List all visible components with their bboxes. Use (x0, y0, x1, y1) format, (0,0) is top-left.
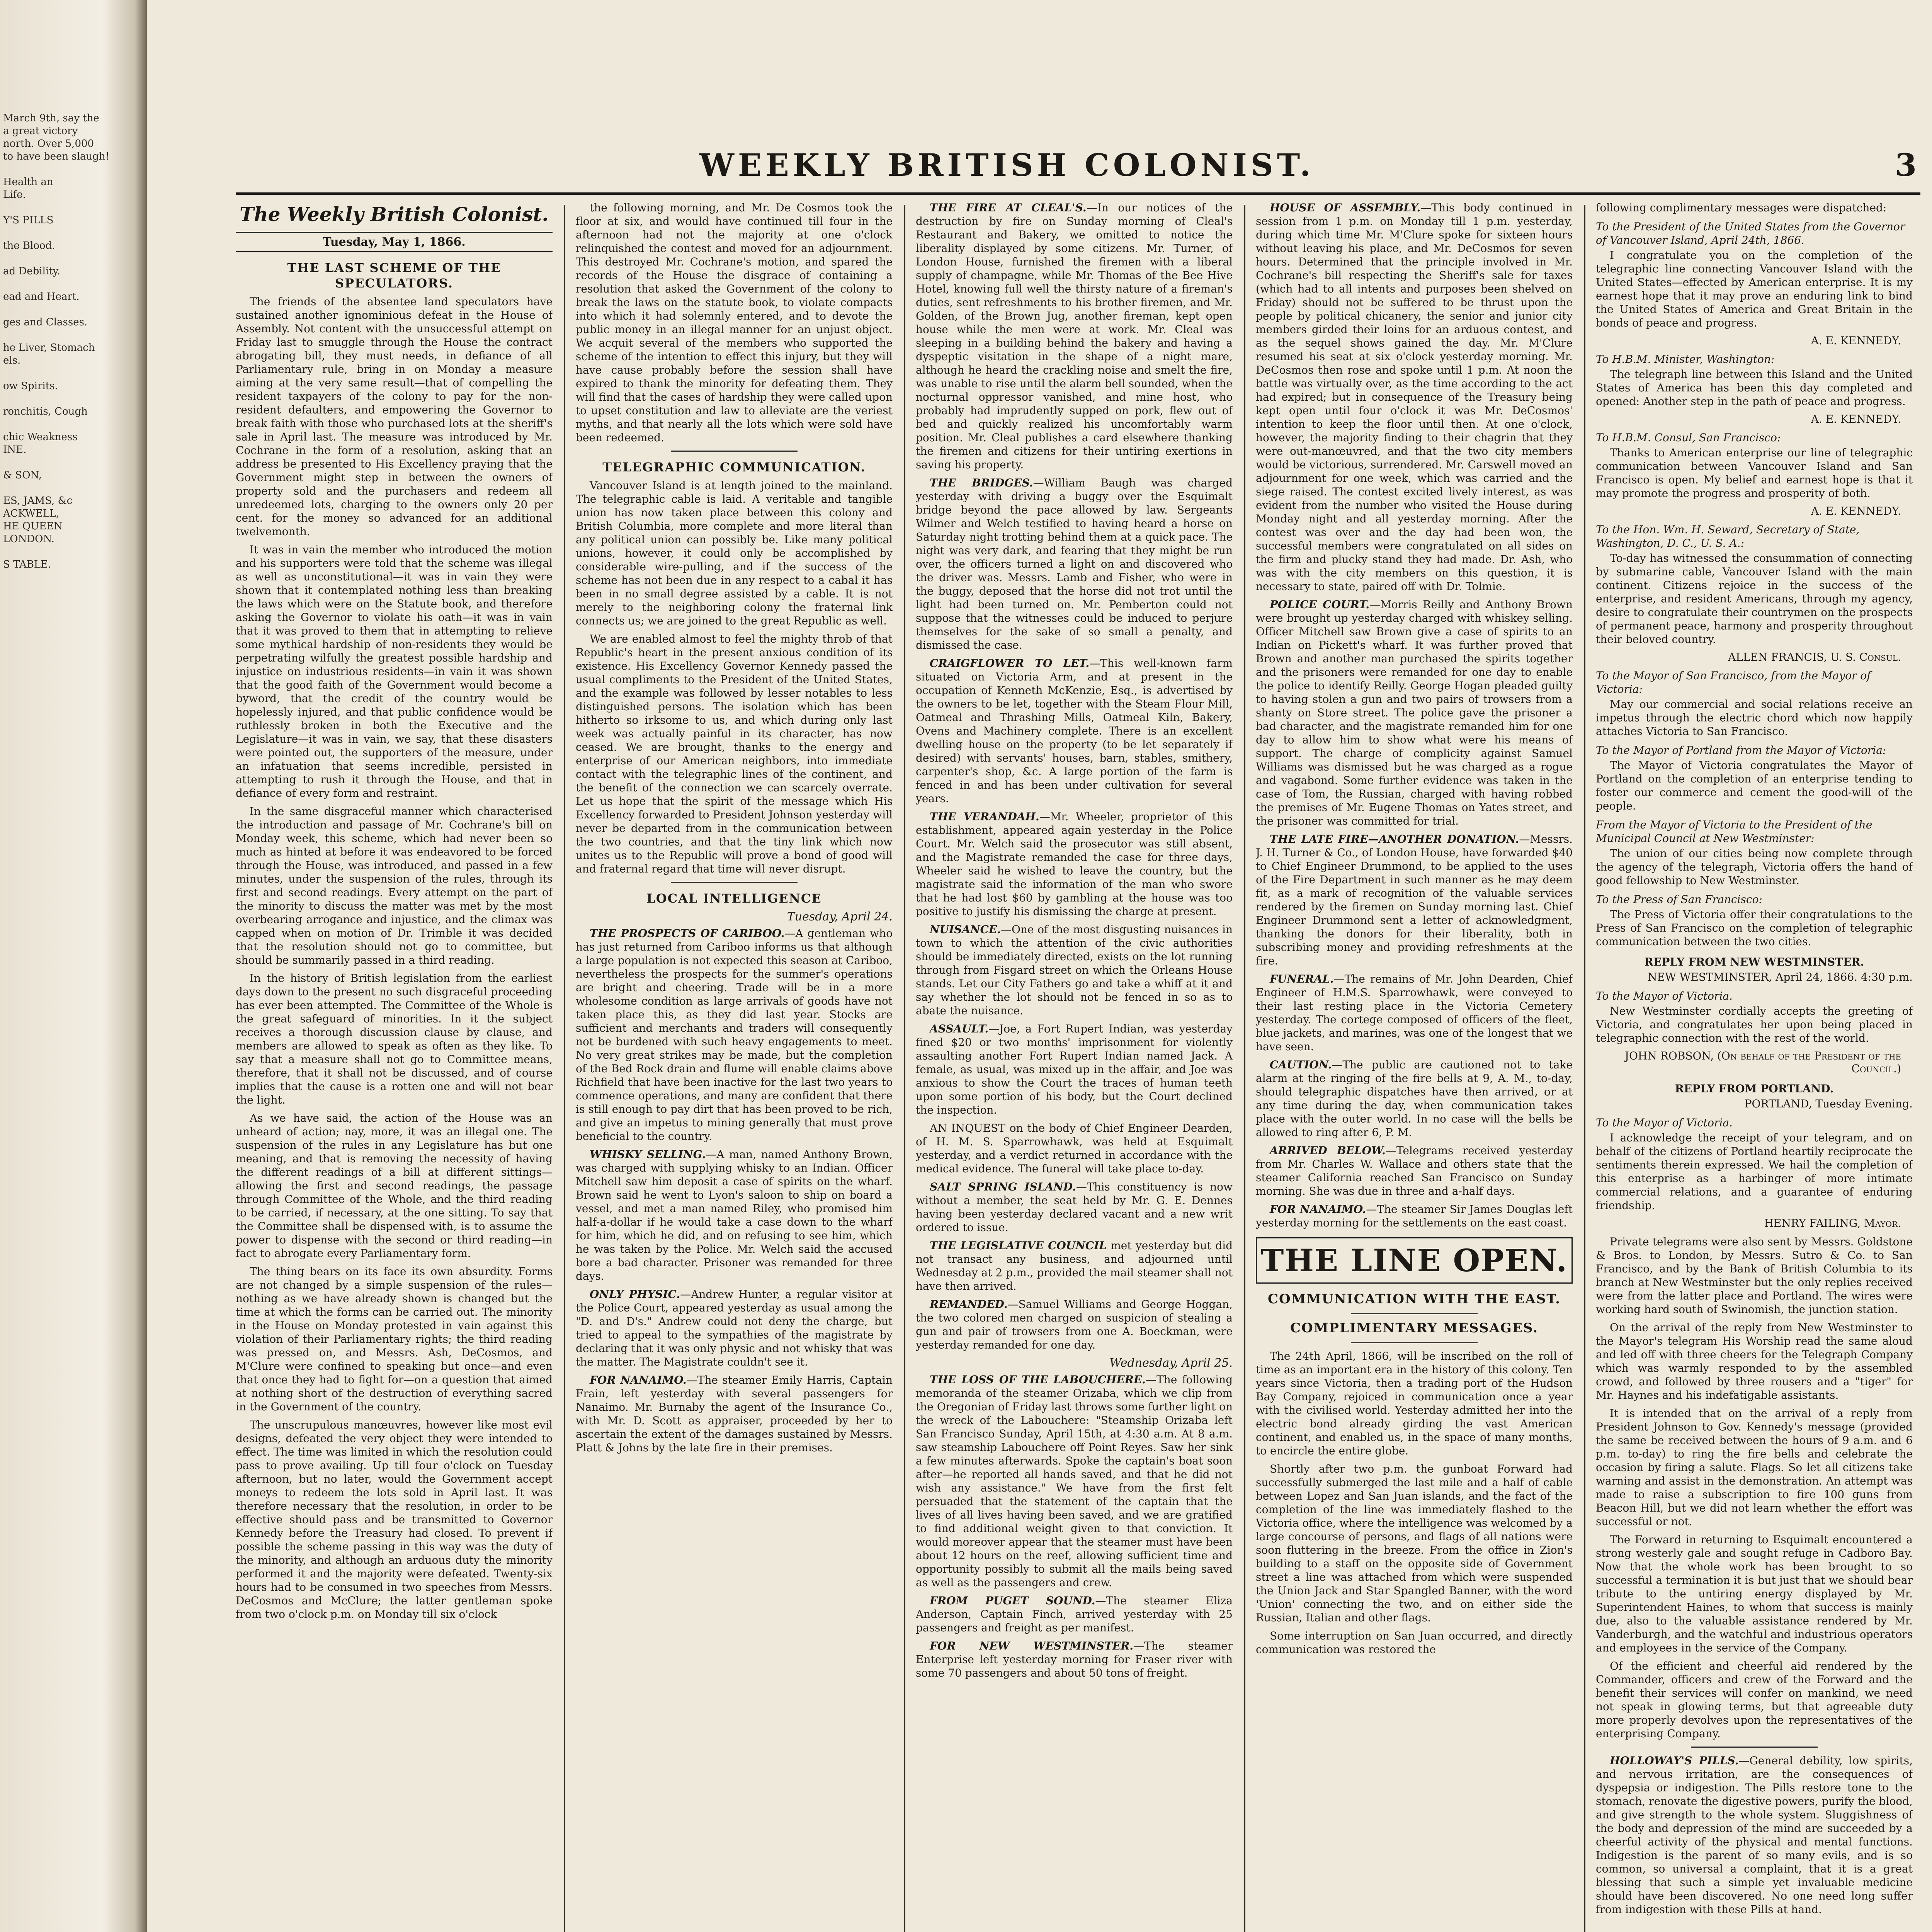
section-date: Tuesday, April 24. (787, 910, 893, 923)
item-lead: ASSAULT. (930, 1022, 989, 1035)
news-item (576, 1287, 893, 1369)
news-item (916, 1594, 1233, 1634)
spill-line (3, 329, 119, 342)
message-body: The Press of Victoria offer their congratulations to the Press of San Francisco on the completion of telegraphic communication between the two cities. (1596, 908, 1913, 948)
message-body: I congratulate you on the completion of the telegraphic line connecting Vancouver Island with the United States—effected by American enterprise. It is my earnest hope that it may prove an enduring link to bind the United States of America and Great Britain in the bonds of peace and progress. (1596, 249, 1913, 329)
spill-line: he Liver, Stomach (3, 342, 95, 354)
item-lead: CRAIGFLOWER TO LET. (930, 657, 1090, 670)
item-text: —One of the most disgusting nuisances in town to which the attention of the civic authorities should be immediately directed, exists on the lot running through from Fisgard street on which the Orleans House stands. Let our City Fathers go and take a whiff at it and say whether the lot should not be fenced in so as to abate the nuisance. (916, 923, 1233, 1017)
page-number: 3 (1895, 147, 1917, 183)
item-lead: THE PROSPECTS OF CARIBOO. (590, 927, 785, 940)
item-text: —A man, named Anthony Brown, was charged with supplying whisky to an Indian. Officer Mitchell saw him deposit a case of spirits on the wharf. Brown said he went to Lyon's saloon to ship on board a vessel, and met a man named Riley, who promised him half-a-dollar if he would take a case down to the wharf for him, which he did, and on refusing to see him, which he was taken by the Police. Mr. Welch said the accused bore a bad character. Prisoner was remanded for three days. (576, 1148, 893, 1282)
item-text: —Samuel Williams and George Hoggan, the two colored men charged on suspicion of stealing a gun and pair of trowsers from one A. Boeckman, were yesterday remanded for one day. (916, 1298, 1233, 1351)
news-item (1256, 1058, 1573, 1139)
item-text: —Joe, a Fort Rupert Indian, was yesterday fined $20 or two months' imprisonment for violently assaulting another Fort Rupert Indian named Jack. A female, as usual, was mixed up in the affair, and Joe was anxious to show the Court the traces of human teeth upon some portion of his body, but the Court declined the inspection. (916, 1022, 1233, 1116)
item-lead: THE FIRE AT CLEAL'S. (930, 201, 1087, 214)
column-2 (576, 201, 893, 1932)
message-address: To H.B.M. Consul, San Francisco: (1596, 431, 1781, 444)
spill-line (3, 546, 119, 558)
column-5 (1596, 201, 1913, 1932)
item-lead: THE LEGISLATIVE COUNCIL (930, 1239, 1107, 1252)
item-lead: THE LATE FIRE—ANOTHER DONATION. (1270, 833, 1519, 845)
news-item (1256, 1202, 1573, 1230)
item-lead: CAUTION. (1270, 1058, 1332, 1071)
column-1 (236, 201, 553, 1932)
news-item (916, 201, 1233, 471)
item-lead: POLICE COURT. (1270, 598, 1370, 611)
paragraph: Some interruption on San Juan occurred, and directly communication was restored the (1256, 1629, 1573, 1656)
reply-headline: REPLY FROM PORTLAND. (1675, 1082, 1834, 1095)
spill-line (3, 252, 119, 265)
item-text: —This body continued in session from 1 p.m. on Monday till 1 p.m. yesterday, during which time Mr. M'Clure spoke for sixteen hours without leaving his place, and Mr. DeCosmos for seven hours. Determined that the principle involved in Mr. Cochrane's bill respecting the Sheriff's sale for taxes (which had to all intents and purposes been shelved on Friday) should not be suffered to be thrust upon the people by political chicanery, the senior and junior city members girded their loins for an arduous contest, and as the sequel shows gained the day. Mr. M'Clure resumed his seat at six o'clock yesterday morning. Mr. DeCosmos then rose and spoke until 1 p.m. At noon the battle was virtually over, as the time according to the act had expired; but in consequence of the Treasury being kept open until four o'clock it was Mr. DeCosmos' intention to keep the floor until then. At one o'clock, however, the majority finding to their chagrin that they were out-manœuvred, and that the two city members would be victorious, surrendered. Mr. Carswell moved an adjournment for one week, which was carried and the siege raised. The contest excited lively interest, as was evident from the number who visited the House during Monday night and all yesterday morning. After the contest was over and the day had been won, the successful members were congratulated on all sides on the firm and plucky stand they had made. Dr. Ash, who was with the city members on this question, it is necessary to state, paired off with Dr. Tolmie. (1256, 201, 1573, 593)
message-address: To the Mayor of Victoria. (1596, 990, 1733, 1002)
message-signature: ALLEN FRANCIS, U. S. Consul. (1728, 651, 1901, 663)
paragraph: New Westminster cordially accepts the greeting of Victoria, and congratulates her upon being placed in telegraphic connection with the rest of the world. (1596, 1005, 1913, 1044)
issue-date: Tuesday, May 1, 1866. (236, 232, 553, 252)
paragraph: Shortly after two p.m. the gunboat Forward had successfully submerged the last mile and a half of cable between Lopez and San Juan islands, and the fact of the completion of the line was immediately flashed to the Victoria office, where the intelligence was welcomed by a large concourse of persons, and flags of all nations were soon fluttering in the breeze. From the office in Zion's building to a staff on the opposite side of Government street a line was attached from which were suspended the Union Jack and Star Spangled Banner, with the word 'Union' connecting the two, and on either side the Russian, Italian and other flags. (1256, 1463, 1573, 1624)
message-body: May our commercial and social relations receive an impetus through the electric chord which now happily attaches Victoria to San Francisco. (1596, 698, 1913, 738)
item-text: —In our notices of the destruction by fire on Sunday morning of Cleal's Restaurant and Bakery, we omitted to notice the liberality displayed by some citizens. Mr. Turner, of London House, furnished the firemen with a liberal supply of champagne, while Mr. Thomas of the Bee Hive Hotel, knowing full well the thirsty nature of a fireman's duties, sent refreshments to his brother firemen, and Mr. Golden, of the Brown Jug, another fireman, kept open house while the men were at work. Mr. Cleal was sleeping in a building behind the bakery and having a dyspeptic visitation in the shape of a night mare, although he heard the crackling noise and smelt the fire, was unable to rise until the alarm bell sounded, when the nocturnal oppressor vanished, and mine host, who probably had imprudently supped on pork, flew out of bed and quickly realized his uncomfortably warm position. Mr. Cleal publishes a card elsewhere thanking the firemen and citizens for their untiring exertions in saving his property. (916, 201, 1233, 471)
spill-line: ow Spirits. (3, 380, 58, 392)
message-body: The union of our cities being now complete through the agency of the telegraph, Victoria offers the hand of good fellowship to New Westminster. (1596, 847, 1913, 887)
spill-line: HE QUEEN (3, 520, 63, 532)
paragraph: Private telegrams were also sent by Messrs. Goldstone & Bros. to London, by Messrs. Sutro & Co. to San Francisco, and by the Bank of British Columbia to its branch at New Westminster but the only replies received were from the latter place and Portland. The wires were working hard south of Swinomish, the junction station. (1596, 1235, 1913, 1316)
paragraph: The friends of the absentee land speculators have sustained another ignominious defeat in the House of Assembly. Not content with the unsuccessful attempt on Friday last to smuggle through the House the contract abrogating bill, they must needs, in defiance of all Parliamentary rule, bring in on Monday a measure aiming at the very same result—that of compelling the resident taxpayers of the colony to pay for the non-resident defaulters, and empowering the Governor to break faith with those who purchased lots at the sheriff's sale in April last. The measure was introduced by Mr. Cochrane in the form of a resolution, asking that an address be presented to His Excellency praying that the Government might step in between the owners of property sold and the purchasers and redeem all unredeemed lots, charging to the owners only 20 per cent. for the money so advanced for an additional twelvemonth. (236, 295, 553, 538)
spill-line (3, 482, 119, 495)
item-lead: THE VERANDAH. (930, 810, 1039, 823)
paragraph: It was in vain the member who introduced the motion and his supporters were told that the scheme was illegal as well as unconstitutional—it was in vain they were shown that it contemplated nothing less than breaking the laws which were on the Statute book, and therefore asking the Governor to violate his oath—it was in vain that it was proved to them that in attempting to relieve some mythical hardship of non-residents they would be perpetrating wilfully the greatest possible hardship and injustice on industrious residents—in vain it was shown that the good faith of the Government would become a byword, that the credit of the country would be hopelessly injured, and that public confidence would be ruthlessly broken in both the Executive and the Legislature—it was in vain, we say, that these disasters were pointed out, the supporters of the measure, under an infatuation that seems incredible, persisted in attempting to rush it through the House, and that in defiance of every form and restraint. (236, 543, 553, 799)
message-address: To the Mayor of Victoria. (1596, 1116, 1733, 1129)
spill-line: to have been slaugh! (3, 151, 110, 162)
news-item (576, 1148, 893, 1283)
spill-line: a great victory (3, 125, 78, 137)
news-item (916, 1298, 1233, 1352)
item-text: —A gentleman who has just returned from Cariboo informs us that although a large population is not expected this season at Cariboo, nevertheless the prospects for the summer's operations are bright and cheering. Trade will be in a more wholesome condition as large arrivals of goods have not taken place this, as they did last year. Stocks are sufficient and merchants and traders will consequently not be burdened with such heavy engagements to meet. No very great strikes may be made, but the completion of the Bed Rock drain and flume will enable claims above Richfield that have been inactive for the last two years to commence operations, and many are confident that there is still enough to pay dirt that has been proved to be rich, and give an impetus to mining generally that must prove beneficial to the country. (576, 927, 893, 1143)
item-text: met yesterday but did not transact any business, and adjourned until Wednesday at 2 p.m., provided the mail steamer shall not have then arrived. (916, 1239, 1233, 1293)
reply-headline: REPLY FROM NEW WESTMINSTER. (1644, 956, 1864, 968)
message-address: To the Press of San Francisco: (1596, 893, 1762, 906)
news-item (916, 1121, 1233, 1175)
article-rule (671, 451, 798, 452)
newspaper-page (236, 147, 1920, 1932)
spill-line: els. (3, 355, 21, 366)
item-lead: FOR NANAIMO. (590, 1374, 687, 1386)
item-lead: REMANDED. (930, 1298, 1008, 1311)
spill-line (3, 163, 119, 176)
news-item (916, 476, 1233, 652)
paragraph: As we have said, the action of the House was an unheard of action; nay, more, it was an illegal one. The suspension of the rules in any Legislature has but one meaning, and that is removing the necessity of having the different readings of a bill at different sittings—allowing the first and second readings, the passage through Committee of the Whole, and the third reading to be carried, if necessary, at the one sitting. To say that the Committee shall be dispensed with, is to assume the power to dispense with the second or third reading—in fact to abrogate every Parliamentary form. (236, 1112, 553, 1260)
article-rule (671, 882, 798, 883)
column-3 (916, 201, 1233, 1932)
paragraph: The 24th April, 1866, will be inscribed on the roll of time as an important era in the history of this colony. Ten years since Victoria, then a trading port of the Hudson Bay Company, rejoiced in communication once a year with the civilised world. Yesterday admitted her into the electric bond already girding the vast American continent, and enabled us, in the space of many months, to encircle the entire globe. (1256, 1350, 1573, 1457)
subheadline: COMMUNICATION WITH THE EAST. (1267, 1291, 1561, 1307)
item-lead: FOR NEW WESTMINSTER. (930, 1639, 1134, 1652)
item-text: —This well-known farm situated on Victoria Arm, and at present in the occupation of Kenneth McKenzie, Esq., is advertised by the owners to be let, together with the Steam Flour Mill, Oatmeal and Thrashing Mills, Oatmeal Kiln, Bakery, Ovens and Machinery complete. There is an excellent dwelling house on the property (to be let separately if desired) with servants' houses, barn, stables, smithery, carpenter's shop, &c. A large portion of the farm is fenced in and has been under cultivation for several years. (916, 657, 1233, 805)
message-address: To the Mayor of San Francisco, from the Mayor of Victoria: (1596, 669, 1871, 696)
article-headline: TELEGRAPHIC COMMUNICATION. (602, 460, 866, 474)
ad-text: —General debility, low spirits, and nervous irritation, are the consequences of dyspepsia or indigestion. The Pills restore tone to the stomach, renovate the digestive powers, purify the blood, and give strength to the whole system. Sluggishness of the body and depression of the mind are succeeded by a cheerful activity of the physical and mental functions. Indigestion is the parent of so many evils, and is so common, so universal a complaint, that it is a great blessing that such a simple yet invaluable medicine should have been discovered. No one need long suffer from indigestion with these Pills at hand. (1596, 1754, 1913, 1916)
big-headline: THE LINE OPEN. (1256, 1237, 1573, 1284)
spill-line (3, 201, 119, 214)
spill-line: INE. (3, 444, 27, 456)
item-text: —The steamer Eliza Anderson, Captain Finch, arrived yesterday with 25 passengers and freight as per manifest. (916, 1594, 1233, 1634)
item-lead: ARRIVED BELOW. (1270, 1144, 1386, 1157)
item-lead: ONLY PHYSIC. (590, 1288, 680, 1301)
message-signature: A. E. KENNEDY. (1811, 505, 1901, 517)
message-body: Thanks to American enterprise our line of telegraphic communication between Vancouver Island and San Francisco is open. My belief and earnest hope is that it may promote the progress and prosperity of both. (1596, 446, 1913, 500)
spill-line: Health an (3, 176, 53, 188)
paragraph: We are enabled almost to feel the mighty throb of that Republic's heart in the present anxious condition of its existence. His Excellency Governor Kennedy passed the usual compliments to the President of the United States, and the example was followed by lesser notables to less distinguished persons. The isolation which has been hitherto so irksome to us, and which during only last week was actually painful in its character, has now ceased. We are brought, thanks to the energy and enterprise of our American neighbors, into immediate contact with the telegraphic lines of the continent, and the benefit of the connection we can scarcely overrate. Let us hope that the spirit of the message which His Excellency forwarded to President Johnson yesterday will never be departed from in the communication between the two countries, and that the tiny link which now unites us to the Republic will prove a bond of good will and fraternal regard that time will never disrupt. (576, 633, 893, 875)
article-rule (1691, 1747, 1818, 1748)
spill-line: Life. (3, 189, 26, 201)
article-rule (1351, 1313, 1478, 1314)
paper-title: WEEKLY BRITISH COLONIST. (699, 147, 1315, 183)
message-body: The telegraph line between this Island and the United States of America has been this day completed and opened: Another step in the path of peace and progress. (1596, 368, 1913, 408)
spill-line: north. Over 5,000 (3, 138, 94, 150)
spill-line (3, 456, 119, 469)
message-signature: A. E. KENNEDY. (1811, 413, 1901, 425)
masthead (236, 147, 1920, 185)
news-item (1256, 598, 1573, 828)
item-text: —The remains of Mr. John Dearden, Chief Engineer of H.M.S. Sparrowhawk, were conveyed to their last resting place in the Victoria Cemetery yesterday. The cortege composed of officers of the fleet, blue jackets, and marines, was one of the longest that we have seen. (1256, 973, 1573, 1053)
item-text: —The steamer Sir James Douglas left yesterday morning for the settlements on the east coast. (1256, 1203, 1573, 1229)
spill-line: ad Debility. (3, 265, 61, 277)
paragraph: In the same disgraceful manner which characterised the introduction and passage of Mr. Cochrane's bill on Monday week, this scheme, which had never been so much as hinted at before it was endeavored to be forced through the House, was introduced, and passed in a few minutes, under the suspension of the rules, through its first and second readings. Every attempt on the part of the minority to discuss the matter was met by the most overbearing arrogance and injustice, and the climax was capped when on motion of Dr. Trimble it was decided that the resolution should not go to committee, but should be summarily passed in a third reading. (236, 805, 553, 966)
message-signature: A. E. KENNEDY. (1811, 334, 1901, 347)
message-signature: JOHN ROBSON, (On behalf of the President of the Council.) (1624, 1049, 1901, 1075)
message-address: To the President of the United States from the Governor of Vancouver Island, April 24th, 1866. (1596, 220, 1905, 247)
item-text: —Telegrams received yesterday from Mr. Charles W. Wallace and others state that the steamer California reached San Francisco on Sunday morning. She was due in three and a-half days. (1256, 1144, 1573, 1197)
article-headline: THE LAST SCHEME OF THE SPECULATORS. (287, 260, 501, 291)
ad-lead: HOLLOWAY'S PILLS. (1610, 1754, 1739, 1767)
spill-line: ACKWELL, (3, 508, 60, 519)
item-text: —The following memoranda of the steamer Orizaba, which we clip from the Oregonian of Friday last throws some further light on the wreck of the Labouchere: "Steamship Orizaba left San Francisco Sunday, April 15th, at 4:30 a.m. At 8 a.m. saw steamship Labouchere off Point Reyes. Saw her sink a few minutes afterwards. Spoke the captain's boat soon after—he reported all hands saved, and that he did not wish any assistance." We have from the first felt persuaded that the statement of the captain that the lives of all lives having been saved, and we are gratified to find additional weight given to that conviction. It would moreover appear that the steamer must have been about 12 hours on the reef, allowing sufficient time and opportunity possibly to submit all the mails being saved as well as the passengers and crew. (916, 1373, 1233, 1589)
message-body: To-day has witnessed the consummation of connecting by submarine cable, Vancouver Island with the main continent. Citizens rejoice in the success of the enterprise, and resident Americans, through my agency, desire to congratulate their countrymen on the prospects of permanent peace, harmony and prosperity throughout their beloved country. (1596, 552, 1913, 646)
news-item (1256, 832, 1573, 968)
paragraph: It is intended that on the arrival of a reply from President Johnson to Gov. Kennedy's message (provided the same be received between the hours of 9 a.m. and 6 p.m. to-day) to ring the fire bells and celebrate the occasion by firing a salute. Flags. So let all citizens take warning and assist in the demonstration. An attempt was made to raise a subscription to fire 100 guns from Beacon Hill, but we did not learn whether the effort was successful or not. (1596, 1407, 1913, 1528)
paragraph: I acknowledge the receipt of your telegram, and on behalf of the citizens of Portland heartily reciprocate the sentiments therein expressed. We hail the completion of this enterprise as a harbinger of more intimate commercial relations, and a guarantee of enduring friendship. (1596, 1131, 1913, 1212)
column-4 (1256, 201, 1573, 1932)
item-lead: NUISANCE. (930, 923, 1001, 936)
spill-line: the Blood. (3, 240, 55, 252)
news-item (1256, 972, 1573, 1053)
spill-line (3, 367, 119, 380)
item-lead: FROM PUGET SOUND. (930, 1594, 1095, 1607)
item-lead: HOUSE OF ASSEMBLY. (1270, 201, 1421, 214)
message-address: To the Hon. Wm. H. Seward, Secretary of State, Washington, D. C., U. S. A.: (1596, 523, 1860, 549)
reply-dateline: NEW WESTMINSTER, April 24, 1866. 4:30 p.m. (1648, 971, 1913, 983)
item-text: AN INQUEST on the body of Chief Engineer Dearden, of H. M. S. Sparrowhawk, was held at Esquimalt yesterday, and a verdict returned in accordance with the medical evidence. The funeral will take place to-day. (916, 1122, 1233, 1175)
spill-line: ead and Heart. (3, 291, 80, 303)
news-item (916, 1022, 1233, 1117)
newspaper-flag: The Weekly British Colonist. (240, 203, 549, 226)
previous-page-spill (3, 112, 119, 1928)
spill-line: ronchitis, Cough (3, 406, 88, 417)
spill-line (3, 393, 119, 405)
columns (236, 201, 1920, 1932)
message-body: The Mayor of Victoria congratulates the Mayor of Portland on the completion of an enterprise tending to foster our commerce and cement the good-will of the people. (1596, 759, 1913, 812)
spill-line: ES, JAMS, &c (3, 495, 73, 507)
paragraph: Of the efficient and cheerful aid rendered by the Commander, officers and crew of the Forward and the benefit their services will confer on mankind, we need not speak in glowing terms, but that agreeable duty more properly devolves upon the representatives of the enterprising Company. (1596, 1660, 1913, 1740)
news-item (916, 1373, 1233, 1589)
paragraph: following complimentary messages were dispatched: (1596, 201, 1887, 214)
news-item (916, 656, 1233, 805)
paragraph: On the arrival of the reply from New Westminster to the Mayor's telegram His Worship read the same aloud and led off with three cheers for the Telegraph Company which was warmly responded to by the assembled crowd, and followed by three rousers and a "tiger" for Mr. Haynes and his indefatigable assistants. (1596, 1321, 1913, 1401)
news-item (916, 1639, 1233, 1680)
news-item (576, 1373, 893, 1454)
section-date: Wednesday, April 25. (1109, 1356, 1233, 1370)
news-item (576, 927, 893, 1143)
message-address: To the Mayor of Portland from the Mayor of Victoria: (1596, 744, 1886, 757)
item-text: —Mr. Wheeler, proprietor of this establishment, appeared again yesterday in the Police Court. Mr. Welch said the prosecutor was still absent, and the Magistrate remanded the case for three days, Wheeler said he wished to leave the country, but the magistrate said the information of the man who swore that he had lost $60 by gambling at the house was too positive to justify his dismissing the charge at present. (916, 810, 1233, 918)
news-item (916, 810, 1233, 918)
item-lead: FUNERAL. (1270, 973, 1334, 985)
item-lead: SALT SPRING ISLAND. (930, 1180, 1076, 1193)
item-text: —This constituency is now without a member, the seat held by Mr. G. E. Dennes having been yesterday declared vacant and a new writ ordered to issue. (916, 1180, 1233, 1234)
section-headline: LOCAL INTELLIGENCE (646, 891, 822, 906)
spill-line: S TABLE. (3, 559, 51, 570)
item-text: —The steamer Enterprise left yesterday morning for Fraser river with some 70 passengers and about 50 tons of freight. (916, 1639, 1233, 1679)
paragraph: The Forward in returning to Esquimalt encountered a strong westerly gale and sought refuge in Cadboro Bay. Now that the whole work has been brought to so successful a termination it is but just that we should bear tribute to the untiring energy displayed by Mr. Superintendent Haines, to whom that success is mainly due, also to the valuable assistance rendered by Mr. Vanderburgh, and the watchful and industrious operators and employees in the service of the Company. (1596, 1533, 1913, 1654)
spill-line: & SON, (3, 469, 42, 481)
news-item (916, 923, 1233, 1017)
news-item (1256, 1144, 1573, 1198)
item-lead: THE BRIDGES. (930, 476, 1033, 489)
item-lead: THE LOSS OF THE LABOUCHERE. (930, 1373, 1146, 1386)
spill-line (3, 418, 119, 431)
item-text: —Andrew Hunter, a regular visitor at the Police Court, appeared yesterday as usual among the "D. and D's." Andrew could not deny the charge, but tried to appeal to the sympathies of the magistrate by declaring that it was only physic and not whisky that was the matter. The Magistrate couldn't see it. (576, 1288, 893, 1368)
paragraph: the following morning, and Mr. De Cosmos took the floor at six, and would have continued till four in the afternoon had not the majority at one o'clock relinquished the contest and moved for an adjournment. This destroyed Mr. Cochrane's motion, and spared the records of the House the disgrace of containing a resolution that asked the Government of the colony to break the laws on the statute book, to violate compacts into which it had solemnly entered, and to devote the public money in an illegal manner for an unjust object. We acquit several of the members who supported the scheme of the intention to effect this injury, but they will have cause probably before the session shall have expired to thank the minority for defeating them. They will find that the cases of hardship they were called upon to upset constitution and law to alleviate are the veriest myths, and that nearly all the lots which were sold have been redeemed. (576, 201, 893, 444)
item-text: —Messrs. J. H. Turner & Co., of London House, have forwarded $40 to Chief Engineer Drummond, to be applied to the uses of the Fire Department in such manner as he may deem fit, as a mark of recognition of the valuable services rendered by the firemen on Sunday morning last. Chief Engineer Drummond sent a letter of acknowledgment, thanking the donors for their liberality, both in subscribing money and providing refreshments at the fire. (1256, 833, 1573, 967)
item-text: —Morris Reilly and Anthony Brown were brought up yesterday charged with whiskey selling. Officer Mitchell saw Brown give a case of spirits to an Indian on Pickett's wharf. It was further proved that Brown and another man purchased the spirits together and the prisoners were remanded for one day to enable the police to identify Reilly. George Hogan pleaded guilty to having stolen a gun and two pairs of trowsers from a shanty on Store street. The police gave the prisoner a bad character, and the magistrate remanded him for one day to allow him to show what were his means of support. The charge of complicity against Samuel Williams was dismissed but he was charged as a rogue and vagabond. Some further evidence was taken in the case of Tom, the Russian, charged with having robbed the premises of Mr. Eugene Thomas on Yates street, and the prisoner was committed for trial. (1256, 598, 1573, 827)
item-text: —William Baugh was charged yesterday with driving a buggy over the Esquimalt bridge beyond the pace allowed by law. Sergeants Wilmer and Welch testified to having heard a horse on Saturday night trotting behind them at a quick pace. The night was very dark, and fearing that they might be run over, the officers turned a light on and discovered who the driver was. Messrs. Lamb and Fisher, who were in the buggy, deposed that the horse did not trot until the light had been turned on. Mr. Pemberton could not suppose that the witnesses could be induced to perjure themselves for the sake of so small a penalty, and dismissed the case. (916, 476, 1233, 651)
message-address: From the Mayor of Victoria to the President of the Municipal Council at New Westminster: (1596, 818, 1872, 845)
spill-line: Y'S PILLS (3, 214, 54, 226)
subheadline: COMPLIMENTARY MESSAGES. (1290, 1320, 1538, 1336)
article-rule (1351, 1342, 1478, 1343)
paragraph: The thing bears on its face its own absurdity. Forms are not changed by a simple suspension of the rules—nothing as we have already shown is changed but the time at which the forms can be carried out. The minority in the House on Monday protested in vain against this violation of their Parliamentary rights; the third reading was pressed on, and Messrs. Ash, DeCosmos, and M'Clure were confined to speaking but once—and even that once they had to fight for—on a question that aimed at nothing short of the destruction of everything sacred in the Government of the country. (236, 1265, 553, 1413)
spill-line (3, 278, 119, 291)
message-signature: HENRY FAILING, Mayor. (1764, 1217, 1901, 1230)
item-lead: FOR NANAIMO. (1270, 1203, 1366, 1216)
item-text: —The public are cautioned not to take alarm at the ringing of the fire bells at 9, A. M., to-day, should telegraphic dispatches have then arrived, or at any time during the day, when communication takes place with the outer world. In no case will the bells be allowed to ring after 6, P. M. (1256, 1058, 1573, 1139)
paragraph: The unscrupulous manœuvres, however like most evil designs, defeated the very object they were intended to effect. The time was limited in which the resolution could pass to prove availing. Up till four o'clock on Tuesday afternoon, but no later, would the Government accept moneys to redeem the lots sold in April last. It was therefore necessary that the resolution, in order to be effective should pass and be transmitted to Governor Kennedy before the Treasury had closed. To prevent if possible the scheme passing in this way was the duty of the minority, and although an arduous duty the minority performed it and the majority were defeated. Twenty-six hours had to be consumed in two speeches from Messrs. DeCosmos and McClure; the latter gentleman spoke from two o'clock p.m. on Monday till six o'clock (236, 1418, 553, 1621)
message-address: To H.B.M. Minister, Washington: (1596, 353, 1775, 366)
news-item (1256, 201, 1573, 593)
news-item (916, 1180, 1233, 1234)
advertisement (1596, 1754, 1913, 1916)
spill-line: LONDON. (3, 533, 54, 545)
paragraph: Vancouver Island is at length joined to the mainland. The telegraphic cable is laid. A veritable and tangible union has now taken place between this colony and British Columbia, more complete and more literal than any political union can possibly be. Like many political unions, however, it could only be accomplished by considerable wire-pulling, and if the success of the scheme has not been due in any respect to a cabal it has been in no small degree assisted by a cable. It is not merely to the neighboring colony the fraternal link connects us; we are joined to the great Republic as well. (576, 479, 893, 627)
paragraph: In the history of British legislation from the earliest days down to the present no such disgraceful proceeding has ever been attempted. The Committee of the Whole is the great safeguard of minorities. In it the subject receives a thorough discussion clause by clause, and members are allowed to speak as often as they like. To say that a measure shall not go to Committee means, therefore, that it shall not be discussed, and of course implies that the cause is a rotten one and will not bear the light. (236, 972, 553, 1106)
item-lead: WHISKY SELLING. (590, 1148, 706, 1161)
masthead-rule (236, 192, 1920, 195)
spill-line: ges and Classes. (3, 316, 88, 328)
spill-line: chic Weakness (3, 431, 78, 443)
spill-line (3, 303, 119, 316)
reply-dateline: PORTLAND, Tuesday Evening. (1744, 1097, 1913, 1110)
spill-line (3, 227, 119, 240)
spill-line: March 9th, say the (3, 112, 99, 124)
news-item (916, 1239, 1233, 1293)
item-text: —The steamer Emily Harris, Captain Frain, left yesterday with several passengers for Nanaimo. Mr. Burnaby the agent of the Insurance Co., with Mr. D. Scott as appraiser, proceeded by her to ascertain the extent of the damages sustained by Messrs. Platt & Johns by the late fire in their premises. (576, 1374, 893, 1454)
